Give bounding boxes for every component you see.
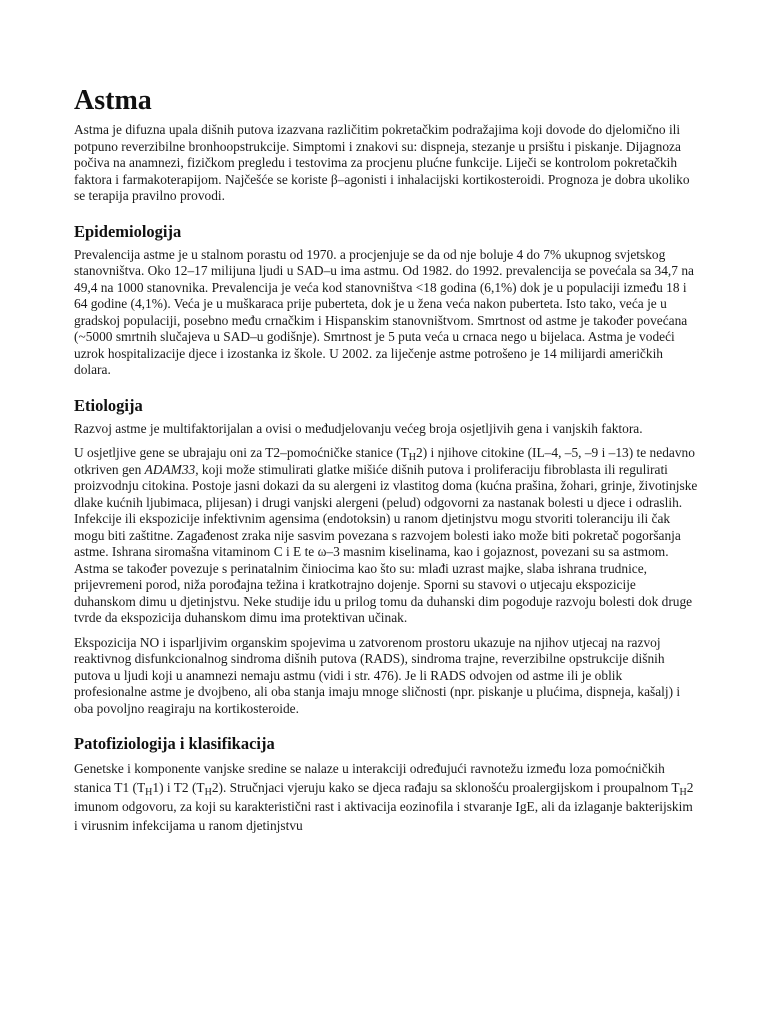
text-run: Genetske i komponente vanjske sredine se nalaze u interakciji određujući ravnotežu između loza pomoćničkih stanica T1 (T: [74, 761, 665, 795]
pathophysiology-paragraph: [74, 759, 698, 835]
section-heading-epidemiology: Epidemiologija: [74, 221, 182, 241]
text-run: 2). Stručnjaci vjeruju kako se djeca rađaju sa sklonošću proalergijskom i proupalnom T: [211, 780, 680, 795]
etiology-paragraph-3: Ekspozicija NO i isparljivim organskim spojevima u zatvorenom prostoru ukazuje na njihov utjecaj na razvoj reaktivnog disfunkcionalnog sindroma dišnih putova (RADS), sindroma trajne, reverzibilne opstrukcije dišnih putova u ljudi koji u anamnezi nemaju astmu (vidi i str. 476). Je li RADS odvojen od astme ili je oblik profesionalne astme je dvojbeno, ali oba stanja imaju mnoge sličnosti (npr. piskanje u plućima, dispneja, kašalj) i oba povoljno reagiraju na kortikosteroide.: [74, 634, 681, 716]
subscript: H: [145, 787, 153, 798]
text-run: , koji može stimulirati glatke mišiće dišnih putova i proliferaciju fibroblasta ili regulirati proizvodnju citokina. Postoje jasni dokazi da su alergeni iz vlastitog doma (kućna prašina, žohari, grinje, životinjske dlake kućnih ljubimaca, plijesan) i drugi vanjski alergeni (pelud) odgovorni za nastanak bolesti u djece i odraslih. Infekcije ili ekspozicije infektivnim agensima (endotoksin) u ranom djetinjstvu mogu stvoriti toleranciju ili čak mogu biti zaštitne. Zagađenost zraka nije sasvim povezana s razvojem bolesti iako može biti pokretač pogoršanja astme. Ishrana siromašna vitaminom C i E te ω–3 masnim kiselinama, kao i gojaznost, povezani su sa astmom. Astma se također povezuje s perinatalnim činiocima kao što su: mlađi uzrast majke, slaba ishrana trudnice, prijevremeni porod, niža porođajna težina i kratkotrajno dojenje. Sporni su stavovi o utjecaju ekspozicije duhanskom dimu u djetinjstvu. Neke studije idu u prilog tomu da duhanski dim pogoduje razvoju bolesti dok druge tvrde da ekspozicija duhanskom dimu ima protektivan učinak.: [74, 461, 698, 625]
section-heading-pathophysiology: Patofiziologija i klasifikacija: [74, 734, 275, 753]
epidemiology-paragraph: Prevalencija astme je u stalnom porastu od 1970. a procjenjuje se da od nje boluje 4 do 7% ukupnog svjetskog stanovništva. Oko 12–17 milijuna ljudi u SAD–u ima astmu. Od 1982. do 1992. prevalencija se povećala sa 34,7 na 49,4 na 1000 stanovnika. Prevalencija je veća kod stanovništva <18 godina (6,1%) dok je u populaciji između 18 i 64 godine (4,1%). Veća je u muškaraca prije puberteta, dok je u žena veća nakon puberteta. Isto tako, veća je u gradskoj populaciji, posebno među crnačkim i Hispanskim stanovništvom. Smrtnost od astme je također povećana (~5000 smrtnih slučajeva u SAD–u godišnje). Smrtnost je 5 puta veća u crnaca nego u bijelaca. Astma je vodeći uzrok hospitalizacije djece i izostanka iz škole. U 2002. za liječenje astme potrošeno je 14 milijardi američkih dolara.: [74, 246, 694, 377]
etiology-paragraph-2: [74, 445, 698, 627]
text-run: 2) i njihove citokine (IL–4, –5, –9 i –13) te nedavno otkriven gen: [74, 445, 695, 477]
subscript: H: [679, 787, 687, 798]
page-title: Astma: [74, 85, 152, 116]
text-run: 2 imunom odgovoru, za koji su karakteristični rast i aktivacija eozinofila i stvaranje IgE, ali da izlaganje bakterijskim i virusnim infekcijama u ranom djetinjstvu: [74, 780, 694, 833]
text-run: U osjetljive gene se ubrajaju oni za T2–pomoćničke stanice (T: [74, 445, 409, 460]
subscript: H: [408, 452, 417, 463]
section-heading-etiology: Etiologija: [74, 395, 143, 415]
etiology-paragraph-1: Razvoj astme je multifaktorijalan a ovisi o međudjelovanju većeg broja osjetljivih gena i vanjskih faktora.: [74, 420, 643, 436]
intro-paragraph: Astma je difuzna upala dišnih putova izazvana različitim pokretačkim podražajima koji dovode do djelomično ili potpuno reverzibilne bronhoopstrukcije. Simptomi i znakovi su: dispneja, stezanje u prsištu i piskanje. Dijagnoza počiva na anamnezi, fizičkom pregledu i testovima za procjenu plućne funkcije. Liječi se kontrolom pokretačkih faktora i farmakoterapijom. Najčešće se koriste β–agonisti i inhalacijski kortikosteroidi. Prognoza je dobra ukoliko se terapija pravilno provodi.: [74, 122, 690, 203]
document-page: [74, 84, 698, 843]
text-run: 1) i T2 (T: [152, 780, 205, 795]
subscript: H: [204, 787, 212, 798]
gene-name: ADAM33: [144, 461, 196, 477]
